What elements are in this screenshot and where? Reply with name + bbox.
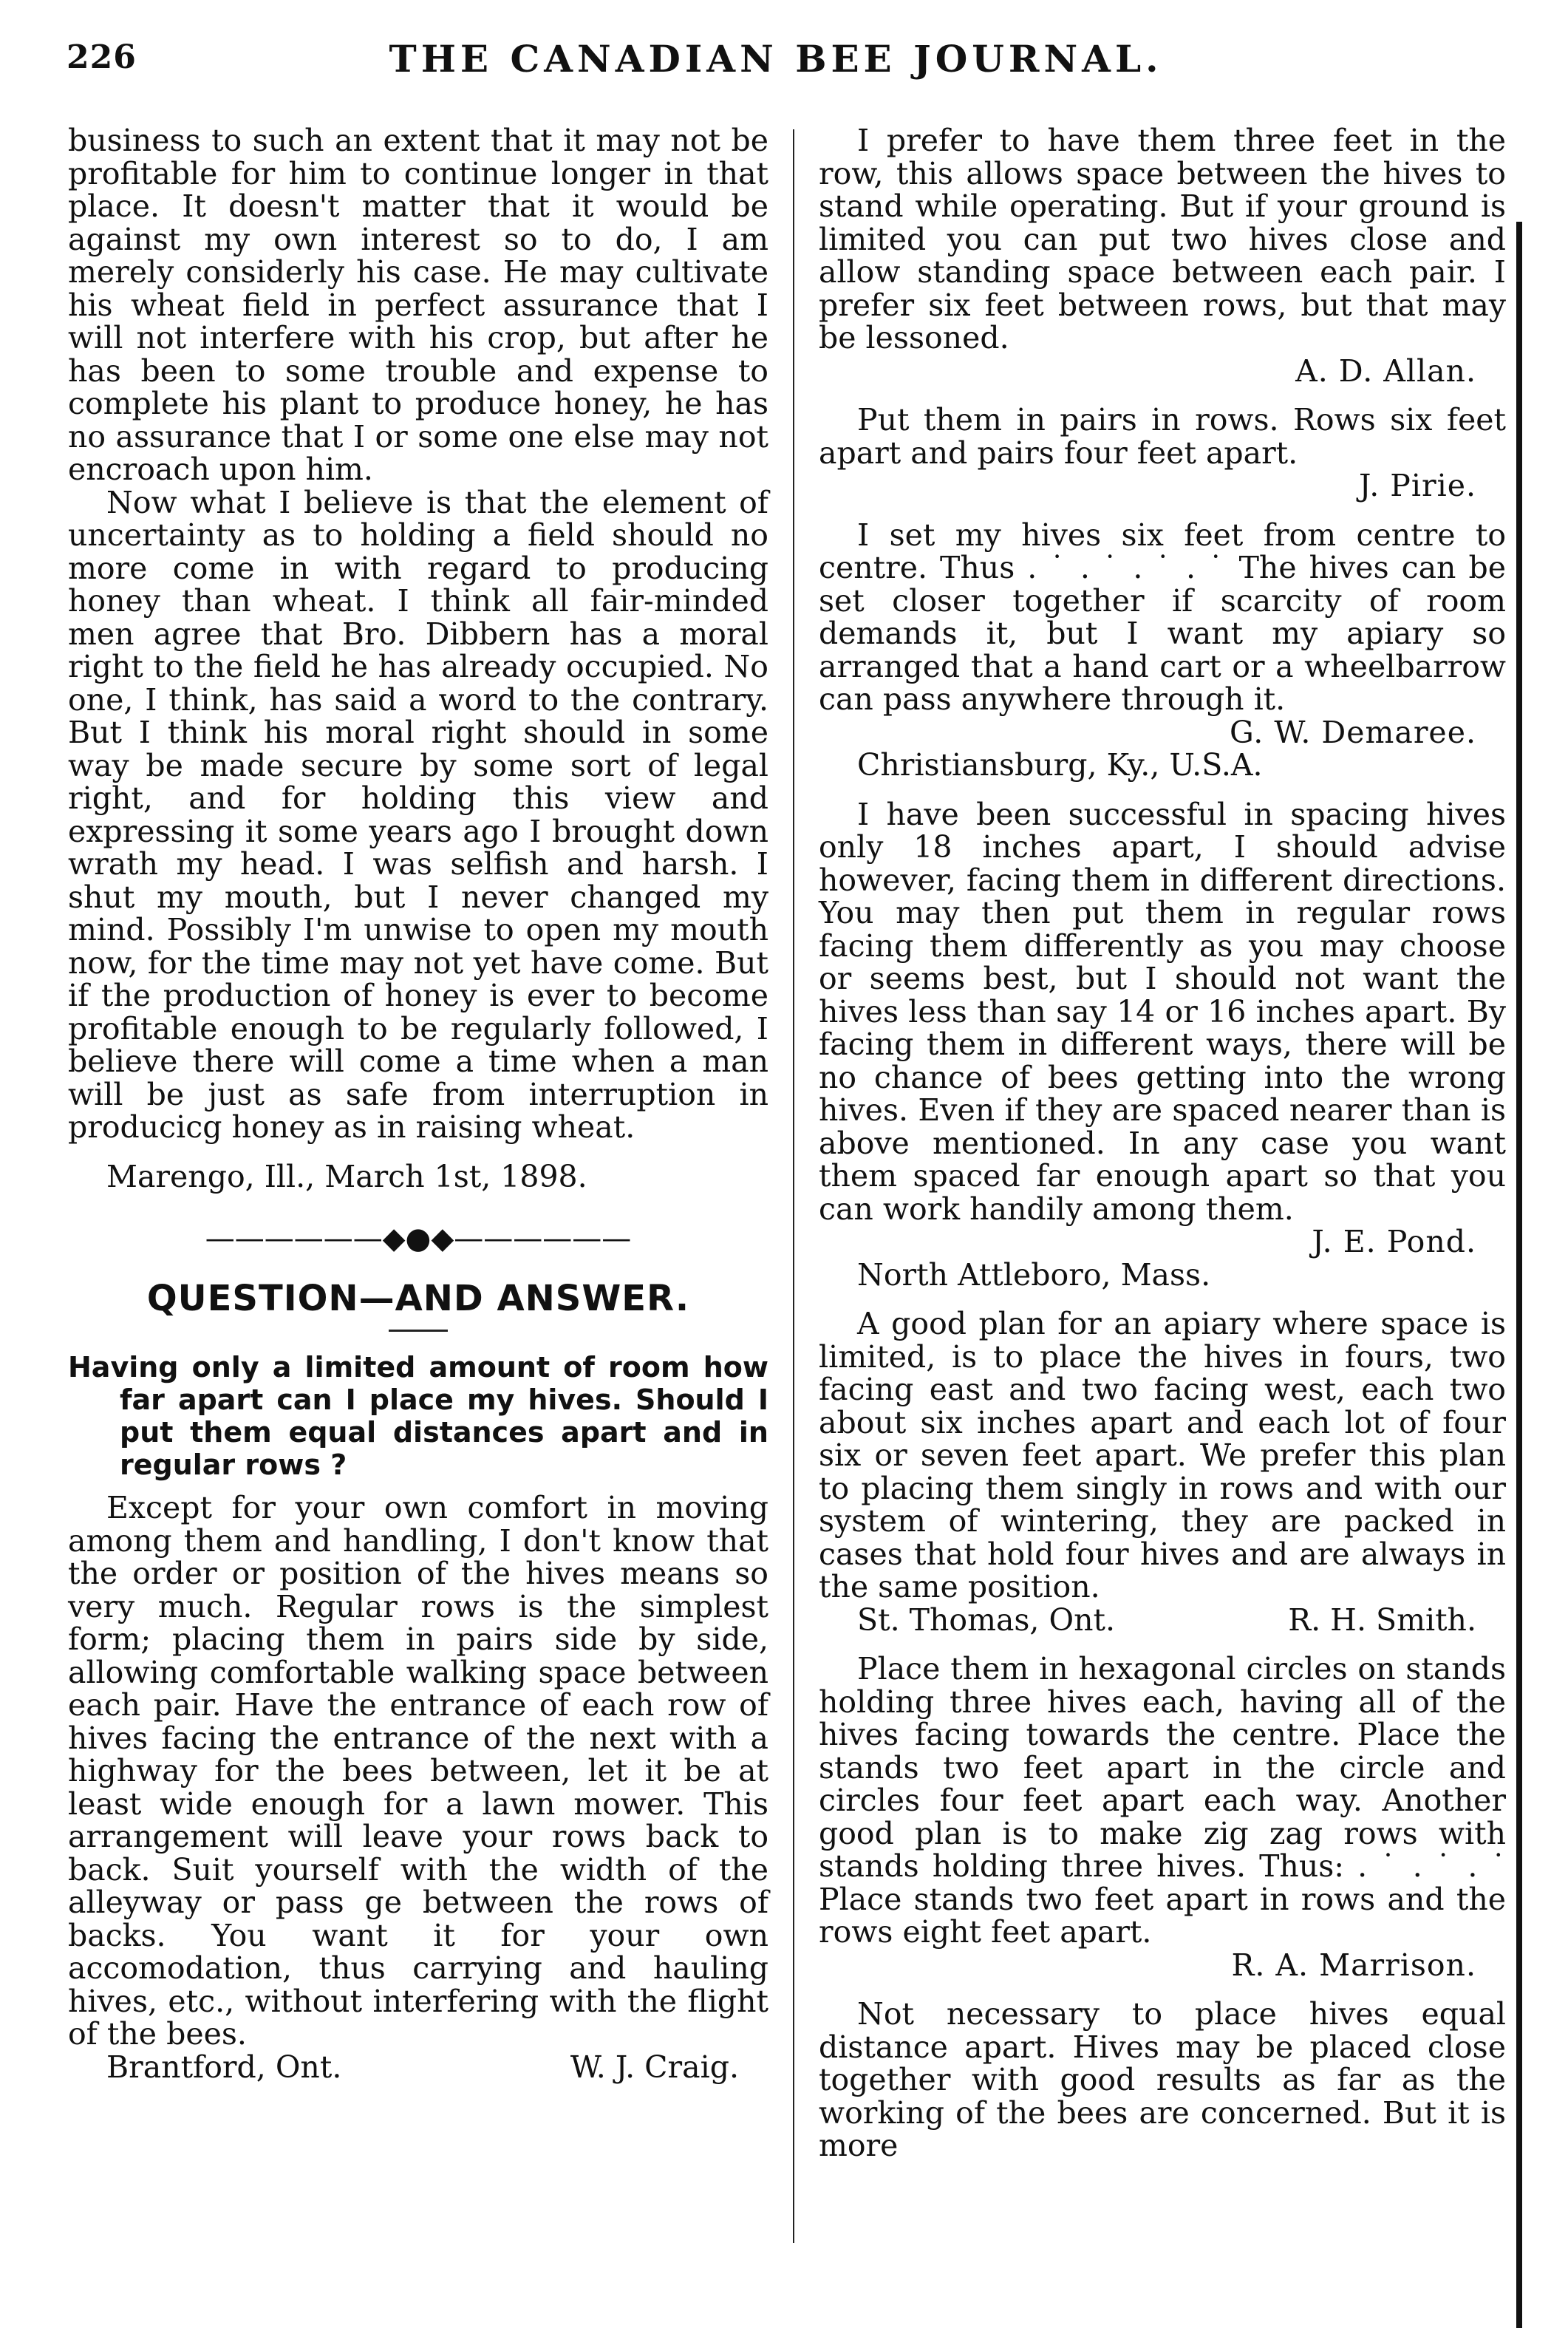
page-number: 226 <box>67 38 137 76</box>
signature-allan: A. D. Allan. <box>1295 353 1476 389</box>
signature-craig <box>68 2051 768 2084</box>
answer-craig: Except for your own comfort in moving among them and handling, I don't know that the order or position of the hives means so very much. Regular rows is the simplest form; placing them in pairs side by side, allowing comfortable walking space between each pair. Have the entrance of each row of hives facing the entrance of the next with a highway for the bees between, let it be at least wide enough for a lawn mower. This arrangement will leave your rows back to back. Suit yourself with the width of the alleyway or pass ge between the rows of backs. You want it for your own accomodation, thus carrying and hauling hives, etc., without interfering with the flight of the bees. <box>68 1490 768 2052</box>
dateline: Marengo, Ill., March 1st, 1898. <box>106 1158 587 1194</box>
answer-allan: I prefer to have them three feet in the row, this allows space between the hives to stand while operating. But if your ground is limited you can put two hives close and allow standing space between each pair. I prefer six feet between rows, but that may be lessoned. <box>819 123 1506 355</box>
question-text: Having only a limited amount of room how far apart can I place my hives. Should I put them equal distances apart and in regular rows ? <box>68 1351 768 1481</box>
place-demaree: Christiansburg, Ky., U.S.A. <box>857 747 1263 783</box>
answer-last: Not necessary to place hives equal distance apart. Hives may be placed close together with good results as far as the working of the bees are concerned. But it is more <box>819 1996 1506 2163</box>
paragraph-uncertainty: Now what I believe is that the element of uncertainty as to holding a field should no more come in with regard to producing honey than wheat. I think all fair-minded men agree that Bro. Dibbern has a moral right to the field he has already occupied. No one, I think, has said a word to the contrary. But I think his moral right should in some way be made secure by some sort of legal right, and for holding this view and expressing it some years ago I brought down wrath my head. I was selfish and harsh. I shut my mouth, but I never changed my mind. Possibly I'm unwise to open my mouth now, for the time may not yet have come. But if the production of honey is ever to become profitable enough to be regularly followed, I believe there will come a time when a man will be just as safe from interruption in producicg honey as in raising wheat. <box>68 484 768 1145</box>
ornament-glyphs: ——————◆●◆—————— <box>205 1222 632 1256</box>
section-ornament <box>68 1222 768 1256</box>
signature-place: Brantford, Ont. <box>106 2049 342 2085</box>
answer-morrison: Place them in hexagonal circles on stands holding three hives each, having all of the hives facing towards the centre. Place the stands two feet apart in the circle and circles four feet apart each way. Another good plan is to make zig zag rows with stands holding three hives. Thus: . ˙ . ˙ . ˙ Place stands two feet apart in rows and the rows eight feet apart. <box>819 1651 1506 1950</box>
signature-pond: J. E. Pond. <box>1312 1224 1476 1259</box>
answer-pirie: Put them in pairs in rows. Rows six feet apart and pairs four feet apart. <box>819 402 1506 471</box>
signature-name: W. J. Craig. <box>570 2049 739 2085</box>
section-title: QUESTION—AND ANSWER. <box>146 1277 690 1319</box>
title-rule <box>389 1330 448 1332</box>
page-edge-rule <box>1516 222 1522 2328</box>
signature-morrison: R. A. Marrison. <box>1231 1947 1476 1983</box>
signature-demaree: G. W. Demaree. <box>1229 714 1476 750</box>
signature-place: St. Thomas, Ont. <box>857 1602 1116 1638</box>
signature-smith <box>819 1604 1506 1637</box>
page-header <box>52 35 1500 87</box>
continued-paragraph: business to such an extent that it may not be profitable for him to continue longer in that place. It doesn't matter that it would be against my own interest so to do, I am merely considerly his case. He may cultivate his wheat field in perfect assurance that I will not interfere with his crop, but after he has been to some trouble and expense to complete his plant to produce honey, he has no assurance that I or some one else may not encroach upon him. <box>68 123 768 487</box>
signature-name: R. H. Smith. <box>1288 1602 1476 1638</box>
right-column <box>819 124 1506 2162</box>
journal-title: THE CANADIAN BEE JOURNAL. <box>389 37 1163 81</box>
answer-demaree: I set my hives six feet from centre to centre. Thus . ˙ . ˙ . ˙ . ˙ The hives can be set closer together if scarcity of room demands it, but I want my apiary so arranged that a hand cart or a wheelbarrow can pass anywhere through it. <box>819 517 1506 717</box>
column-divider <box>793 129 794 2243</box>
signature-pirie: J. Pirie. <box>1358 468 1476 503</box>
place-pond: North Attleboro, Mass. <box>857 1256 1211 1293</box>
answer-smith: A good plan for an apiary where space is limited, is to place the hives in fours, two facing east and two facing west, each two about six inches apart and each lot of four six or seven feet apart. We prefer this plan to placing them singly in rows and with our system of wintering, they are packed in cases that hold four hives and are always in the same position. <box>819 1306 1506 1604</box>
left-column <box>68 124 768 2083</box>
answer-pond: I have been successful in spacing hives only 18 inches apart, I should advise however, facing them in different directions. You may then put them in regular rows facing them differently as you may choose or seems best, but I should not want the hives less than say 14 or 16 inches apart. By facing them in different ways, there will be no chance of bees getting into the wrong hives. Even if they are spaced nearer than is above mentioned. In any case you want them spaced far enough apart so that you can work handily among them. <box>819 796 1506 1227</box>
